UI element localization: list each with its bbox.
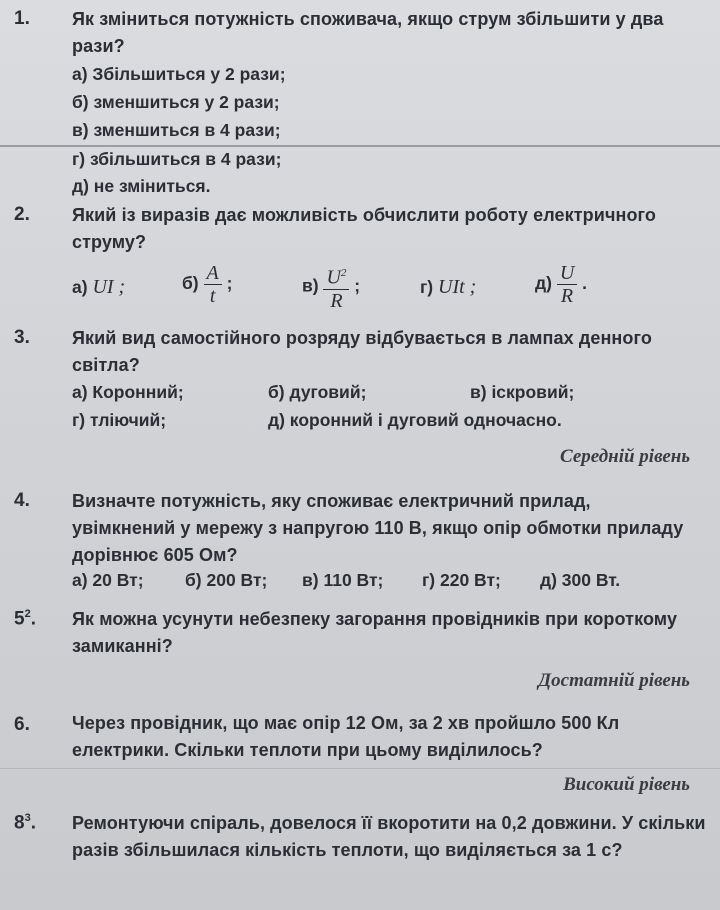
question-2-option-a bbox=[72, 276, 125, 299]
question-1-option-a: а) Збільшиться у 2 рази; bbox=[72, 64, 286, 84]
option-c-numerator-base: U bbox=[326, 266, 341, 289]
question-1-text: Як зміниться потужність споживача, якщо струм збільшити у два рази? bbox=[72, 9, 664, 56]
question-8-number-base: 8 bbox=[14, 812, 25, 834]
paper-crease-line bbox=[0, 768, 720, 769]
question-1-option-b: б) зменшиться у 2 рази; bbox=[72, 92, 280, 112]
option-c-denominator: R bbox=[330, 289, 343, 312]
question-3-option-c: в) іскровий; bbox=[470, 382, 575, 402]
level-heading-high: Високий рівень bbox=[563, 774, 690, 795]
question-2-number: 2. bbox=[14, 204, 30, 225]
option-e-fraction bbox=[557, 262, 577, 307]
option-c-numerator bbox=[323, 262, 349, 290]
option-b-numerator: A bbox=[204, 262, 222, 285]
option-e-tail: . bbox=[582, 273, 588, 294]
option-e-numerator: U bbox=[557, 262, 577, 285]
question-2-text: Який із виразів дає можливість обчислити роботу електричного струму? bbox=[72, 205, 657, 252]
option-c-exponent: 2 bbox=[340, 267, 347, 279]
question-6-number: 6. bbox=[14, 714, 30, 735]
question-4-option-a: а) 20 Вт; bbox=[72, 570, 144, 590]
question-2-option-e bbox=[535, 262, 587, 307]
question-5-number-base: 5 bbox=[14, 608, 25, 630]
question-8-text: Ремонтуючи спіраль, довелося її вкоротити на 0,2 довжини. У скільки разів збільшилася кількість теплоти, що виділяється за 1 с? bbox=[72, 813, 706, 860]
question-8-superscript: 3 bbox=[24, 812, 31, 824]
option-b-fraction bbox=[204, 262, 222, 307]
option-a-label: а) bbox=[72, 277, 88, 297]
level-heading-sufficient: Достатній рівень bbox=[538, 670, 690, 691]
question-8-number-dot: . bbox=[30, 812, 36, 834]
question-3-option-b: б) дуговий; bbox=[268, 382, 367, 402]
question-2-option-d bbox=[420, 276, 476, 299]
level-heading-medium: Середній рівень bbox=[560, 446, 690, 467]
question-4-option-b: б) 200 Вт; bbox=[185, 570, 268, 590]
question-4-option-e: д) 300 Вт. bbox=[540, 570, 621, 590]
question-1-option-c: в) зменшиться в 4 рази; bbox=[72, 120, 281, 140]
question-5-text: Як можна усунути небезпеку загорання провідників при короткому замиканні? bbox=[72, 609, 678, 656]
question-8-number bbox=[14, 812, 36, 834]
question-3-option-d: г) тліючий; bbox=[72, 410, 167, 430]
option-c-tail: ; bbox=[354, 275, 361, 296]
question-4-number: 4. bbox=[14, 490, 30, 511]
option-c-fraction bbox=[323, 262, 349, 312]
question-3-option-a: а) Коронний; bbox=[72, 382, 184, 402]
question-3-number: 3. bbox=[14, 327, 30, 348]
question-3-text: Який вид самостійного розряду відбувається в лампах денного світла? bbox=[72, 328, 652, 375]
option-b-tail: ; bbox=[226, 273, 233, 294]
question-4-option-d: г) 220 Вт; bbox=[422, 570, 501, 590]
question-3-option-e: д) коронний і дуговий одночасно. bbox=[268, 410, 562, 430]
option-d-expression: UIt ; bbox=[438, 276, 477, 298]
option-b-label: б) bbox=[182, 273, 199, 294]
question-5-number-dot: . bbox=[30, 608, 36, 630]
question-6-text: Через провідник, що має опір 12 Ом, за 2 хв пройшло 500 Кл електрики. Скільки теплоти при цьому виділилось? bbox=[72, 713, 620, 760]
question-4-option-c: в) 110 Вт; bbox=[302, 570, 384, 590]
paper-fold-line bbox=[0, 145, 720, 147]
option-c-label: в) bbox=[302, 275, 319, 296]
question-4-text: Визначте потужність, яку споживає електричний прилад, увімкнений у мережу з напругою 110 В, якщо опір обмотки приладу дорівнює 605 Ом? bbox=[72, 491, 684, 565]
question-1-option-d: г) збільшиться в 4 рази; bbox=[72, 149, 282, 169]
option-e-label: д) bbox=[535, 273, 552, 294]
question-1-number: 1. bbox=[14, 8, 30, 29]
option-d-label: г) bbox=[420, 277, 434, 297]
question-5-number bbox=[14, 608, 36, 630]
option-b-denominator: t bbox=[209, 285, 216, 307]
question-2-option-c bbox=[302, 262, 360, 312]
option-e-denominator: R bbox=[560, 285, 574, 307]
question-2-option-b bbox=[182, 262, 232, 307]
question-5-superscript: 2 bbox=[24, 608, 31, 620]
option-a-expression: UI ; bbox=[92, 276, 126, 298]
question-1-option-e: д) не зміниться. bbox=[72, 176, 211, 196]
